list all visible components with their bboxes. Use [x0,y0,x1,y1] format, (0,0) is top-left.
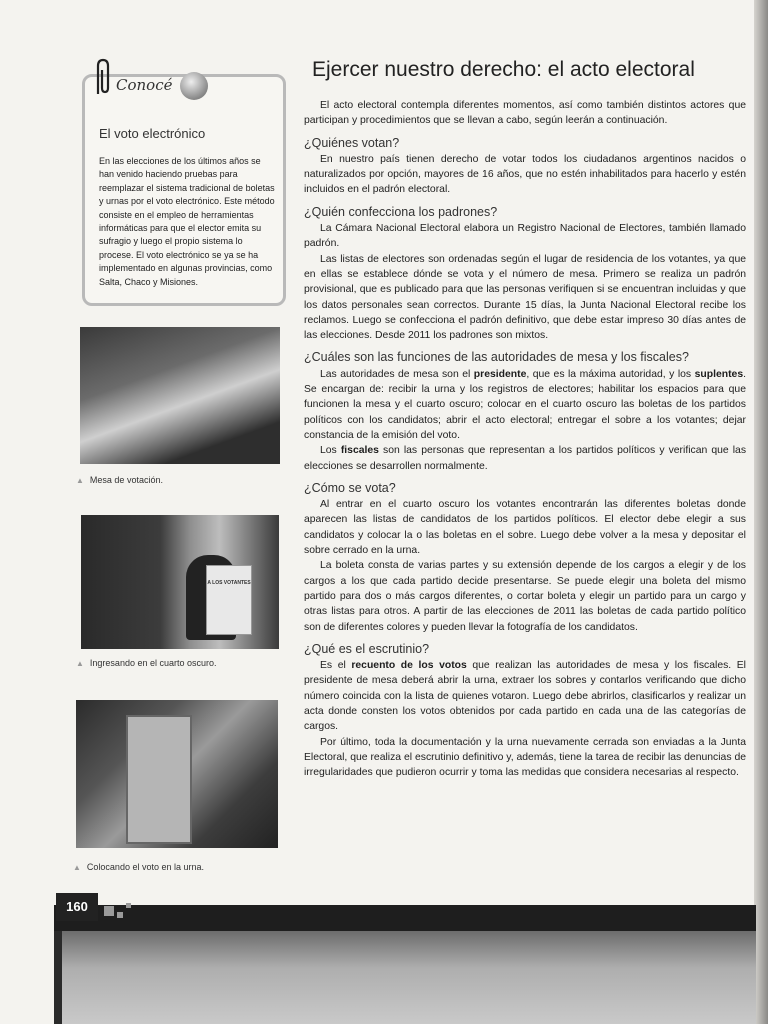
bold-term: presidente [473,368,527,380]
photo-ballot-box [76,700,278,848]
decor-square [117,912,123,918]
bold-term: suplentes [694,368,744,380]
photo-dark-room [81,515,279,649]
paragraph: La boleta consta de varias partes y su extensión depende de los cargos a elegir y de los cargos a los que cada partido decide presentarse. Se puede elegir una boleta del mismo partido para dos o más cargos diferentes, o cortar boleta y elegir un partido para un cargo y otras listas para otros. A partir de las elecciones de 2011 las boletas de cada partido político son de diferentes colores y pueden llevar la fotografía de los candidatos. [304,560,746,633]
text-run: . Se encargan de: recibir la urna y los registros de electores; habilitar los espacios para que funcionen la mesa y el cuarto oscuro; colocar en el cuarto oscuro las boletas de los partidos políticos con los candidatos; abrir el acto electoral; entregar el sobre a los votantes; dejar constancia de la emisión del voto. [304,368,746,441]
ballot-urn [126,715,192,844]
paperclip-icon [93,58,111,98]
box-text: En las elecciones de los últimos años se han venido haciendo pruebas para reemplazar el sistema tradicional de boletas y urnas por el voto electrónico. Este método consiste en el empleo de herramientas informáticas para que el elector emita su sufragio y luego el propio sistema lo procese. El voto electrónico se ya se ha implementado en algunas provincias, como Salta, Chaco y Misiones. [99,156,275,287]
intro-paragraph: El acto electoral contempla diferentes momentos, así como también distintos actores que participan y procedimientos que se llevan a cabo, según leerán a continuación. [304,100,746,127]
notice-sign [206,565,252,635]
footer-bar [54,905,756,931]
article-body [304,98,746,780]
paragraph: La Cámara Nacional Electoral elabora un Registro Nacional de Electores, también llamado padrón. [304,223,746,250]
caption-1 [76,475,163,485]
page-edge-shadow [754,0,768,1024]
caption-2 [76,658,217,668]
globe-icon [180,72,208,100]
paragraph [304,367,746,443]
caption-marker-icon: ▲ [76,659,84,668]
bold-term: recuento de los votos [351,660,467,672]
text-run: , que es la máxima autoridad, y los [526,368,695,380]
paragraph [304,443,746,474]
scan-background [54,931,756,1024]
text-run: Es el [320,660,352,672]
section-heading: ¿Cómo se vota? [304,480,396,495]
box-heading: El voto electrónico [99,126,206,141]
caption-text: Ingresando en el cuarto oscuro. [89,658,217,668]
text-run: Las autoridades de mesa son el [320,368,474,380]
binding-shadow [54,931,62,1024]
section-heading: ¿Quién confecciona los padrones? [304,204,498,219]
bold-term: fiscales [340,445,379,457]
paragraph [304,658,746,734]
sign-text: A LOS VOTANTES [207,580,251,586]
text-run: son las personas que representan a los partidos políticos y verifican que las elecciones se desarrollen normalmente. [304,445,747,472]
text-run: Los [320,445,341,457]
caption-marker-icon: ▲ [73,863,81,872]
section-heading: ¿Qué es el escrutinio? [304,641,430,656]
decor-square [104,906,114,916]
section-heading: ¿Cuáles son las funciones de las autoridades de mesa y los fiscales? [304,350,689,365]
box-title: Conocé [116,76,173,94]
section-heading: ¿Quiénes votan? [304,135,400,150]
caption-text: Colocando el voto en la urna. [86,862,205,872]
article-title: Ejercer nuestro derecho: el acto electoral [312,58,695,81]
paragraph: Al entrar en el cuarto oscuro los votantes encontrarán las diferentes boletas donde aparecen las listas de candidatos de los partidos políticos. El elector debe elegir a sus candidatos y colocar la o las boletas en el sobre. Luego debe volver a la mesa y depositar el sobre cerrado en la urna. [304,499,746,557]
caption-text: Mesa de votación. [89,475,163,485]
photo-polling-table [80,327,280,464]
caption-marker-icon: ▲ [76,476,84,485]
page-number: 160 [56,893,98,921]
text-run: que realizan las autoridades de mesa y los fiscales. El presidente de mesa deberá abrir la urna, extraer los sobres y contarlos verificando que dicho número coincida con la lista de quienes votaron. Luego debe abrirlos, clasificarlos y realizar un acta donde consten los votos obtenidos por cada partido en cada una de las categorías de cargos. [304,660,746,733]
paragraph: Por último, toda la documentación y la urna nuevamente cerrada son enviadas a la Junta Electoral, que realiza el escrutinio definitivo y, además, tiene la tarea de recibir las denuncias de irregularidades que pudieron ocurrir y toma las medidas que considera necesarias al respecto. [304,736,746,779]
paragraph: En nuestro país tienen derecho de votar todos los ciudadanos argentinos nacidos o naturalizados por opción, mayores de 16 años, que no estén inhabilitados para hacerlo y estén incluidos en el padrón electoral. [304,153,746,196]
paragraph: Las listas de electores son ordenadas según el lugar de residencia de los votantes, ya que en ellas se establece dónde se vota y el número de mesa. Primero se realiza un padrón provisional, que es publicado para que las personas verifiquen si se encuentran incluidas y que los datos personales sean correctos. Durante 15 días, la Junta Nacional Electoral recibe los reclamos. Luego se confecciona el padrón definitivo, que debe estar impreso 30 días antes de las elecciones. Desde 2011 los padrones son mixtos. [304,253,746,342]
caption-3 [73,862,204,872]
decor-square [126,903,131,908]
